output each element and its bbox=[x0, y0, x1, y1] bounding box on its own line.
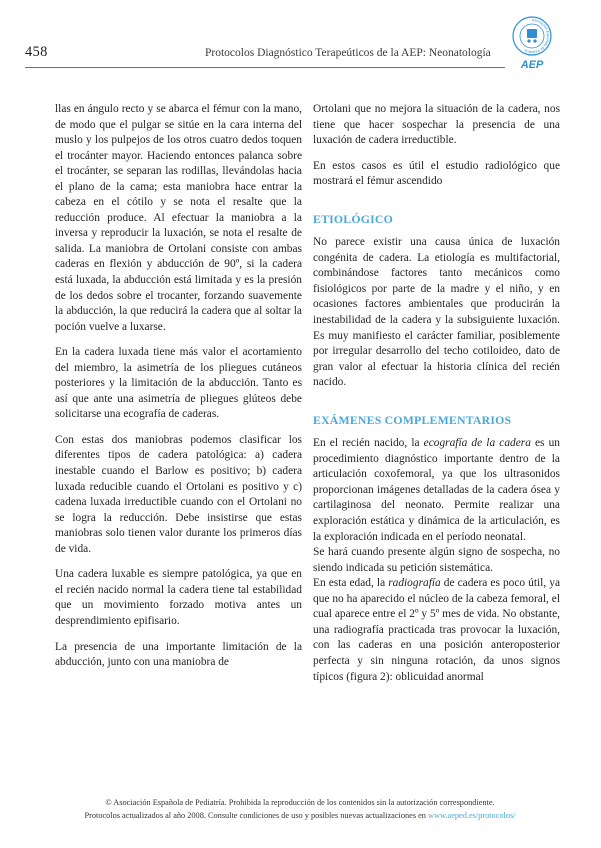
right-paragraph-1: Ortolani que no mejora la situación de la cadera, nos tiene que hacer sospechar la presencia de una luxación de cadera irreductible. bbox=[313, 103, 560, 147]
heading-etiologia: ETIOLÓGICO bbox=[313, 211, 394, 226]
p4-emphasis: ecografía de la cadera bbox=[423, 437, 531, 450]
left-paragraph-1: llas en ángulo recto y se abarca el fémur con la mano, de modo que el pulgar se sitúe en la cara interna del muslo y los pulpejos de los otros cuatro dedos toquen el trocánter mayor. Haciendo entonces palanca sobre el trocánter, se separan las rodillas, llevándolas hacia el plano de la cama; esta maniobra hace entrar la cabeza en el cótilo y se nota el resalte que la reducción produce. Al efectuar la maniobra a la inversa y reproducir la luxación, se nota el resalte de salida. La maniobra de Ortolani consiste con ambas caderas en flexión y abducción de 90º, si la cadera está luxada, la abducción está limitada y es la presión de los dedos sobre el trocanter, forzando suavemente la abducción, la que reducirá la cadera que al soltar la poción vuelve a luxarse. bbox=[55, 103, 302, 333]
footer-copyright: © Asociación Española de Pediatría. Prohibida la reproducción de los contenidos sin la autorización correspondiente. bbox=[105, 798, 495, 807]
p4-text-after: es un procedimiento diagnóstico importante dentro de la articulación coxofemoral, ya que los ultrasonidos proporcionan imágenes detalladas de la cadera ósea y cartilaginosa del neonato. Permite realizar una exploración estática y dinámica de la articulación, es la exploración indicada en el período neonatal. bbox=[313, 437, 560, 543]
left-paragraph-4: Una cadera luxable es siempre patológica, ya que en el recién nacido normal la cadera tiene tal estabilidad que un movimiento forzado motiva antes un desprendimiento epifisario. bbox=[55, 568, 302, 627]
logo-ring-text: Asociación Española de Pediatría bbox=[523, 17, 551, 55]
p6-text-after: de cadera es poco útil, ya que no ha aparecido el núcleo de la cabeza femoral, el cual aparece entre el 2º y 5º mes de vida. No obstante, una radiografía practicada tras provocar la luxación, con las caderas en una posición anteroposterior perfecta y sin ninguna rotación, da unos signos típicos (figura 2): oblicuidad anormal bbox=[313, 577, 560, 683]
p4-text-before: En el recién nacido, la bbox=[313, 437, 424, 450]
left-paragraph-3: Con estas dos maniobras podemos clasificar los diferentes tipos de cadera patológica: a) cadera inestable cuando el Barlow es positivo; b) cadera luxada reducible cuando el Ortolani es positivo y c) cadena luxada irreductible cuando con el Ortolani no se logra la reducción. Debe insistirse que estas maniobras solo tienen valor durante los primeros días de vida. bbox=[55, 433, 302, 555]
right-paragraph-2: En estos casos es útil el estudio radiológico que mostrará el fémur ascendido bbox=[313, 159, 560, 188]
footer-update-line bbox=[25, 809, 575, 822]
left-paragraph-5: La presencia de una importante limitación de la abducción, junto con una maniobra de bbox=[55, 640, 302, 669]
footer bbox=[25, 796, 575, 822]
left-column bbox=[55, 102, 302, 671]
header-rule bbox=[25, 67, 505, 68]
p6-emphasis: radiografía bbox=[388, 577, 441, 590]
logo-text: AEP bbox=[520, 59, 544, 71]
left-paragraph-2: En la cadera luxada tiene más valor el acortamiento del miembro, la asimetría de los pliegues cutáneos posteriores y la limitación de la abducción. Tanto es así que ante una asimetría de pliegues glúteos debe solicitarse una ecografía de caderas. bbox=[55, 346, 302, 421]
right-paragraph-4 bbox=[313, 436, 560, 545]
footer-link[interactable]: www.aeped.es/protocolos/ bbox=[428, 811, 516, 820]
footer-update-text: Protocolos actualizados al año 2008. Consulte condiciones de uso y posibles nuevas actualizaciones en bbox=[84, 811, 429, 820]
running-title: Protocolos Diagnóstico Terapeúticos de la AEP: Neonatología bbox=[205, 47, 491, 59]
right-paragraph-6 bbox=[313, 576, 560, 685]
aep-logo-icon bbox=[512, 16, 552, 72]
p6-text-before: En esta edad, la bbox=[313, 577, 389, 590]
page-number: 458 bbox=[25, 44, 48, 60]
right-paragraph-3: No parece existir una causa única de luxación congénita de cadera. La etiología es multifactorial, combinándose factores tanto mecánicos como fisiológicos por parte de la madre y el niño, y en ocasiones factores ambientales que producirán la inestabilidad de la cadera y la subsiguiente luxación. Es muy manifiesto el carácter familiar, posiblemente por irregular desarrollo del techo cotiloideo, dato de gran valor al efectuar la historia clínica del recién nacido. bbox=[313, 236, 560, 389]
aep-logo bbox=[512, 16, 552, 72]
right-paragraph-5: Se hará cuando presente algún signo de sospecha, no siendo indicada su petición sistemática. bbox=[313, 546, 560, 574]
heading-examenes: EXÁMENES COMPLEMENTARIOS bbox=[313, 412, 512, 427]
right-column bbox=[313, 102, 560, 685]
